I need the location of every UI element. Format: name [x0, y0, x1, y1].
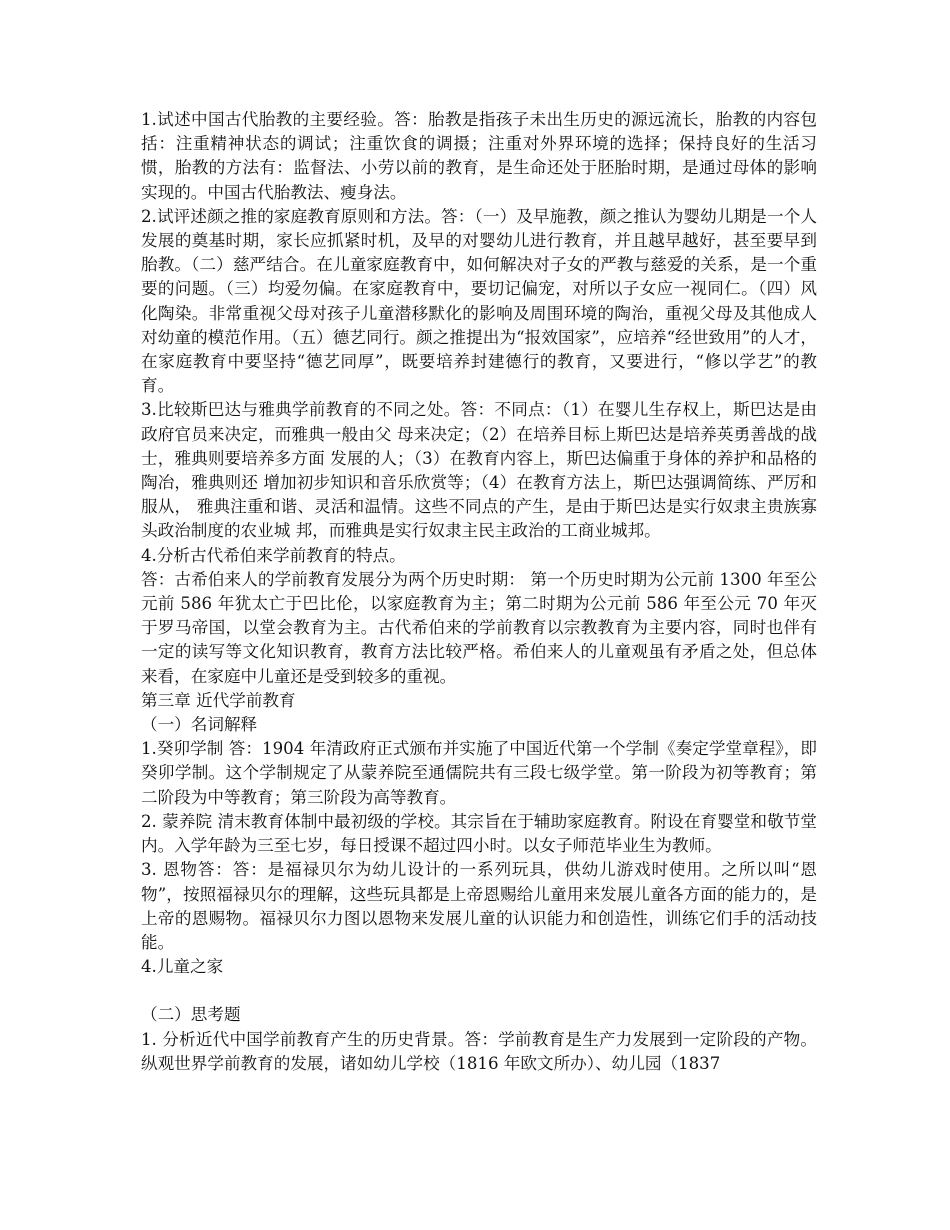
question-modern-china-background: 1. 分析近代中国学前教育产生的历史背景。答：学前教育是生产力发展到一定阶段的产物。纵观世界学前教育的发展，诸如幼儿学校（1816 年欧文所办）、幼儿园（1837 — [141, 1029, 817, 1073]
answer-hebrew-education: 答：古希伯来人的学前教育发展分为两个历史时期： 第一个历史时期为公元前 1300 年至公元前 586 年犹太亡于巴比伦，以家庭教育为主；第二时期为公元前 586 年至公元 70 年灭于罗马帝国，以堂会教育为主。古代希伯来的学前教育以宗教教育为主要内容，同时也伴有一定的读写等文化知识教育，教育方法比较严格。希伯来人的儿童观虽有矛盾之处，但总体来看，在家庭中儿童还是受到较多的重视。 — [141, 569, 817, 686]
question-hebrew-education: 4.分析古代希伯来学前教育的特点。 — [141, 545, 406, 565]
answer-sparta-athens: 3.比较斯巴达与雅典学前教育的不同之处。答：不同点：（1）在婴儿生存权上，斯巴达是由政府官员来决定，而雅典一般由父 母来决定；（2）在培养目标上斯巴达是培养英勇善战的战士，雅典则要培养多方面 发展的人；（3）在教育内容上，斯巴达偏重于身体的养护和品格的陶冶，雅典则还 增加初步知识和音乐欣赏等；（4）在教育方法上，斯巴达强调简练、严厉和服从， 雅典注重和谐、灵活和温情。这些不同点的产生，是由于斯巴达是实行奴隶主贵族寡头政治制度的农业城 邦，而雅典是实行奴隶主民主政治的工商业城邦。 — [141, 400, 817, 541]
document-page — [141, 108, 817, 1076]
answer-prenatal-education: 1.试述中国古代胎教的主要经验。答：胎教是指孩子未出生历史的源远流长，胎教的内容包括：注重精神状态的调试；注重饮食的调摄；注重对外界环境的选择；保持良好的生活习惯，胎教的方法有：监督法、小劳以前的教育，是生命还处于胚胎时期，是通过母体的影响实现的。中国古代胎教法、瘦身法。 — [141, 110, 817, 202]
term-childrens-house: 4.儿童之家 — [141, 957, 224, 977]
blank-line — [141, 979, 817, 1003]
term-guimao-system: 1.癸卯学制 答：1904 年清政府正式颁布并实施了中国近代第一个学制《奏定学堂章程》，即癸卯学制。这个学制规定了从蒙养院至通儒院共有三段七级学堂。第一阶段为初等教育；第二阶段为中等教育；第三阶段为高等教育。 — [141, 739, 817, 807]
chapter-title: 第三章 近代学前教育 — [141, 690, 296, 710]
term-mengyangyuan: 2. 蒙养院 清末教育体制中最初级的学校。其宗旨在于辅助家庭教育。附设在育婴堂和敬节堂内。入学年龄为三至七岁，每日授课不超过四小时。以女子师范毕业生为教师。 — [141, 811, 817, 856]
answer-yan-zhitui: 2.试评述颜之推的家庭教育原则和方法。答：（一）及早施教，颜之推认为婴幼儿期是一个人发展的奠基时期，家长应抓紧时机，及早的对婴幼儿进行教育，并且越早越好，甚至要早到胎教。（二）慈严结合。在儿童家庭教育中，如何解决对子女的严教与慈爱的关系，是一个重要的问题。（三）均爱勿偏。在家庭教育中，要切记偏宠，对所以子女应一视同仁。（四）风化陶染。非常重视父母对孩子儿童潜移默化的影响及周围环境的陶治，重视父母及其他成人对幼童的模范作用。（五）德艺同行。颜之推提出为“报效国家”，应培养“经世致用”的人才，在家庭教育中要坚持“德艺同厚”，既要培养封建德行的教育，又要进行，“修以学艺”的教育。 — [141, 206, 817, 396]
section-title-terms: （一）名词解释 — [141, 715, 258, 735]
term-gifts: 3. 恩物答：答：是福禄贝尔为幼儿设计的一系列玩具，供幼儿游戏时使用。之所以叫“恩物”，按照福禄贝尔的理解，这些玩具都是上帝恩赐给儿童用来发展儿童各方面的能力的，是上帝的恩赐物。福禄贝尔力图以恩物来发展儿童的认识能力和创造性，训练它们手的活动技能。 — [141, 860, 817, 952]
section-title-questions: （二）思考题 — [141, 1005, 241, 1025]
